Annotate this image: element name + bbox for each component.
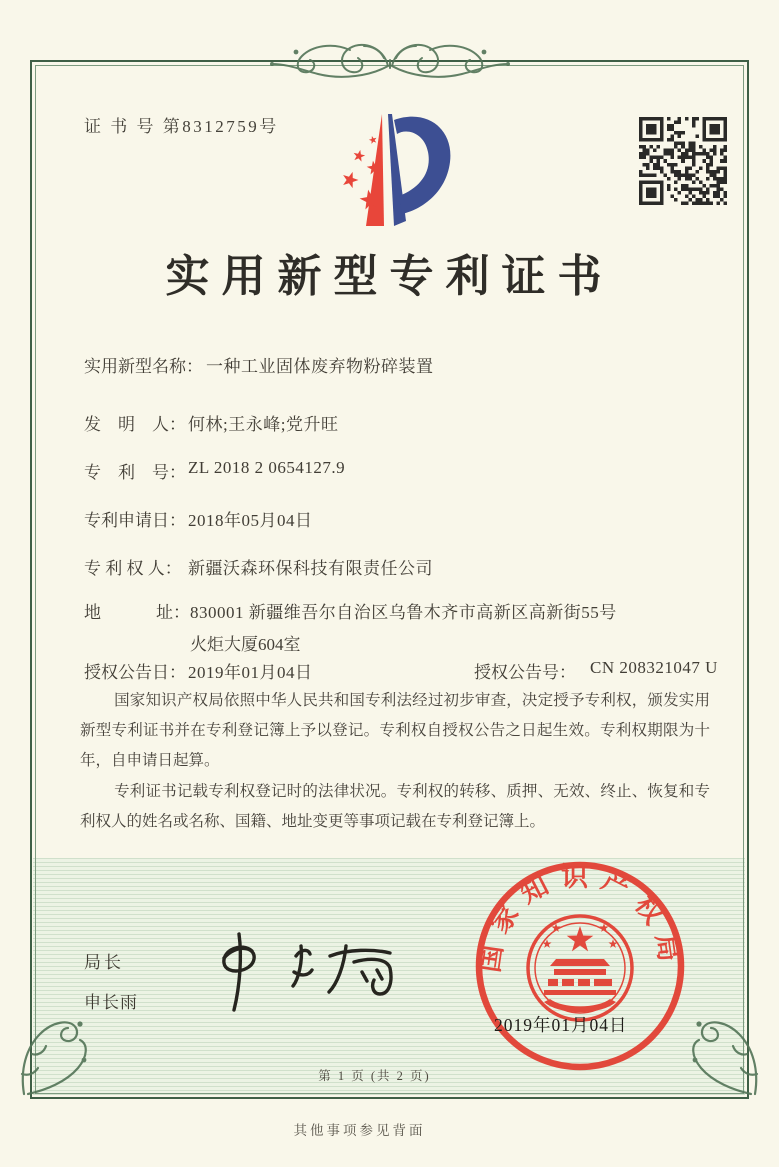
legal-paragraph-2: 专利证书记载专利权登记时的法律状况。专利权的转移、质押、无效、终止、恢复和专利权人的姓名或名称、国籍、地址变更等事项记载在专利登记簿上。 [80,782,710,830]
field-value-inventor: 何林;王永峰;党升旺 [188,415,339,434]
certificate-number: 证 书 号 第8312759号 [84,117,279,136]
field-row-filing-date [84,506,313,531]
field-label-address-right: 址： [156,603,190,622]
legal-text [80,686,710,837]
field-row-patent-no [84,458,345,483]
legal-paragraph-1: 国家知识产权局依照中华人民共和国专利法经过初步审查，决定授予专利权，颁发实用新型专利证书并在专利登记簿上予以登记。专利权自授权公告之日起生效。专利权期限为十年，自申请日起算。 [80,692,710,770]
field-label-grant-no: 授权公告号： [474,663,576,682]
field-label-inventor: 发 明 人： [84,415,186,434]
field-label-patent-no: 专 利 号： [84,463,186,482]
cnipa-logo-icon [326,104,462,238]
field-value-grant-no: CN 208321047 U [590,658,718,677]
field-label-patentee: 专 利 权 人： [84,559,182,578]
field-row-patentee [84,554,433,579]
field-row-name [84,352,434,377]
field-label-address [84,598,190,623]
director-name: 申长雨 [84,993,138,1012]
seal-text: 国家知识产权局 [474,862,686,975]
field-value-filing-date: 2018年05月04日 [188,511,313,530]
field-value-address-line2: 火炬大厦604室 [190,635,301,654]
field-value-patent-no: ZL 2018 2 0654127.9 [188,458,346,477]
certificate-title: 实用新型专利证书 [165,252,614,301]
svg-text:国家知识产权局 [474,862,685,974]
back-side-note: 其他事项参见背面 [293,1123,426,1138]
official-seal [470,856,690,1076]
field-row-address [84,598,617,623]
field-value-address-line1: 830001 新疆维吾尔自治区乌鲁木齐市高新区高新街55号 [190,603,617,622]
field-label-grant-date: 授权公告日： [84,663,186,682]
page-number: 第 1 页 (共 2 页) [318,1069,431,1083]
national-emblem-icon [528,916,632,1020]
field-value-grant-date: 2019年01月04日 [188,663,313,682]
field-label-address-left: 地 [84,603,101,622]
seal-date: 2019年01月04日 [494,1015,628,1035]
field-label-filing-date: 专利申请日： [84,511,186,530]
field-row-grant [84,658,718,683]
field-row-inventor [84,410,338,435]
field-value-patentee: 新疆沃森环保科技有限责任公司 [188,559,433,578]
director-title: 局长 [84,953,124,972]
field-value-name: 一种工业固体废弃物粉碎装置 [206,357,434,376]
field-group-grant-no [474,658,718,683]
director-signature [196,926,410,1018]
qr-code [639,117,727,205]
field-label-name: 实用新型名称： [84,357,203,376]
